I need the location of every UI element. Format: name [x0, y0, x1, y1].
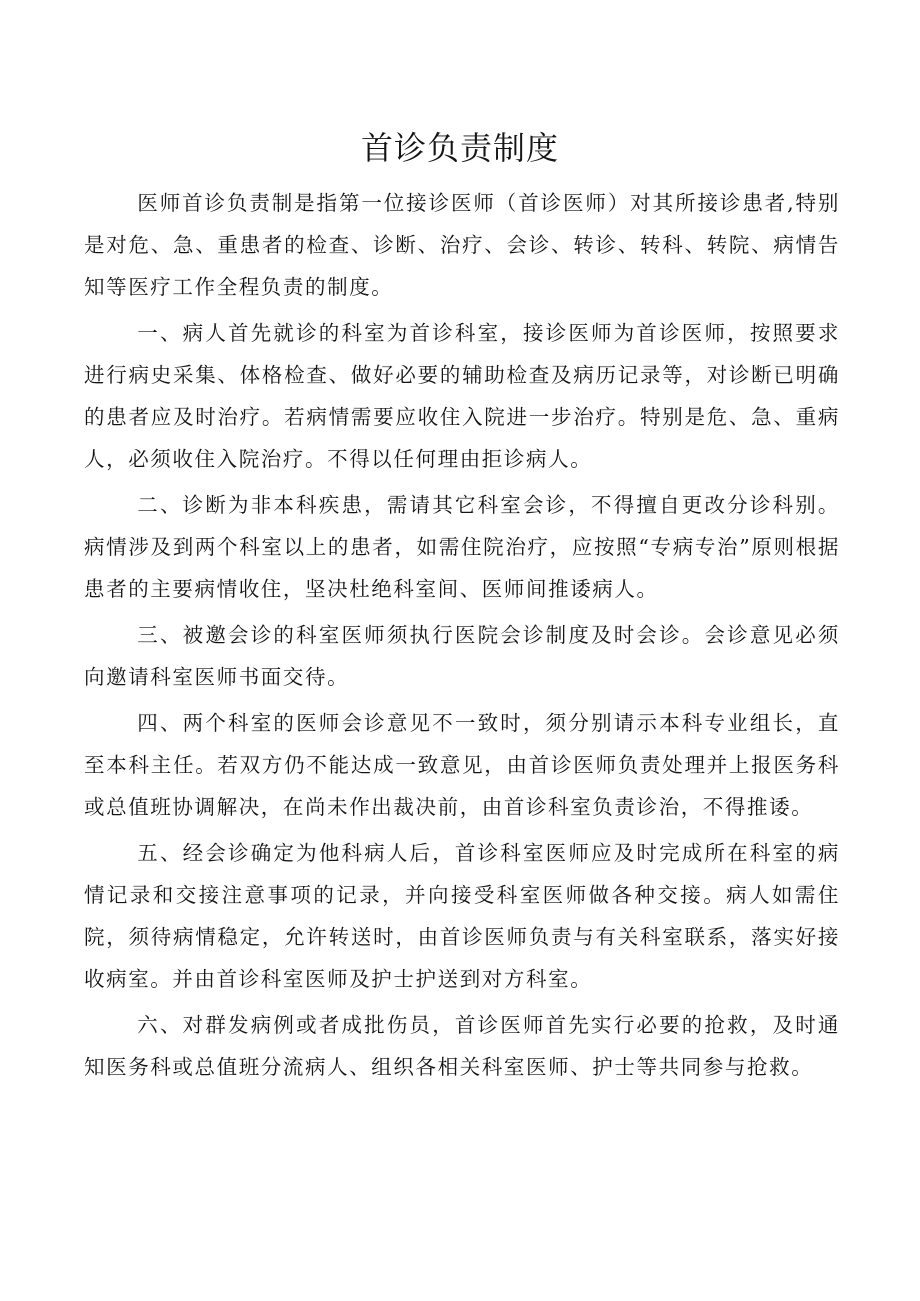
paragraph-clause-5: 五、经会诊确定为他科病人后，首诊科室医师应及时完成所在科室的病情记录和交接注意事项的记录，并向接受科室医师做各种交接。病人如需住院，须待病情稳定，允许转送时，由首诊医师负责与有关科室联系，落实好接收病室。并由首诊科室医师及护士护送到对方科室。 [84, 841, 840, 991]
document-title: 首诊负责制度 [360, 129, 559, 167]
paragraph-clause-1: 一、病人首先就诊的科室为首诊科室，接诊医师为首诊医师，按照要求进行病史采集、体格检查、做好必要的辅助检查及病历记录等，对诊断已明确的患者应及时治疗。若病情需要应收住入院进一步治疗。特别是危、急、重病人，必须收住入院治疗。不得以任何理由拒诊病人。 [84, 321, 840, 471]
document-body [84, 182, 840, 1092]
paragraph-clause-4: 四、两个科室的医师会诊意见不一致时，须分别请示本科专业组长，直至本科主任。若双方仍不能达成一致意见，由首诊医师负责处理并上报医务科或总值班协调解决，在尚未作出裁决前，由首诊科室负责诊治，不得推诿。 [84, 711, 840, 819]
paragraph-intro: 医师首诊负责制是指第一位接诊医师（首诊医师）对其所接诊患者,特别是对危、急、重患者的检查、诊断、治疗、会诊、转诊、转科、转院、病情告知等医疗工作全程负责的制度。 [84, 191, 840, 299]
paragraph-clause-3: 三、被邀会诊的科室医师须执行医院会诊制度及时会诊。会诊意见必须向邀请科室医师书面交待。 [84, 623, 840, 689]
paragraph-clause-2: 二、诊断为非本科疾患，需请其它科室会诊，不得擅自更改分诊科别。病情涉及到两个科室以上的患者，如需住院治疗，应按照“专病专治”原则根据患者的主要病情收住，坚决杜绝科室间、医师间推诿病人。 [84, 493, 840, 601]
paragraph-clause-6: 六、对群发病例或者成批伤员，首诊医师首先实行必要的抢救，及时通知医务科或总值班分流病人、组织各相关科室医师、护士等共同参与抢救。 [84, 1013, 840, 1079]
